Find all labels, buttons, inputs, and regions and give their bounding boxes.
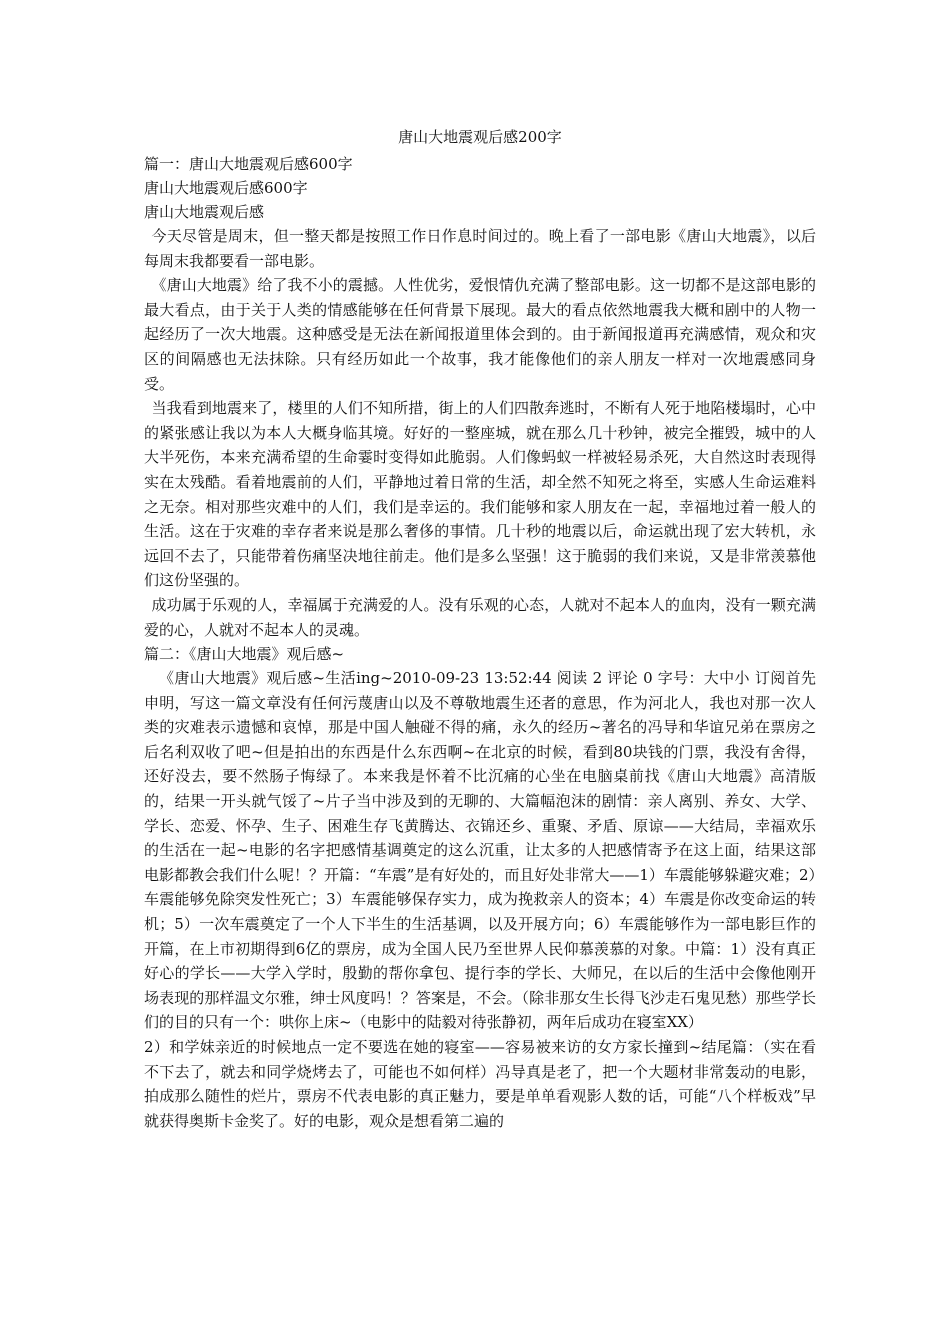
subtitle-line: 唐山大地震观后感600字 [144,179,308,197]
body-paragraph-3: 当我看到地震来了，楼里的人们不知所措，街上的人们四散奔逃时，不断有人死于地陷楼塌时，心中的紧张感让我以为本人大概身临其境。好好的一整座城，就在那么几十秒钟，被完全摧毁，城中的人大半死伤，本来充满希望的生命霎时变得如此脆弱。人们像蚂蚁一样被轻易杀死，大自然这时表现得实在太残酷。看着地震前的人们，平静地过着日常的生活，却全然不知死之将至，实感人生命运难料之无奈。相对那些灾难中的人们，我们是幸运的。我们能够和家人朋友在一起，幸福地过着一般人的生活。这在于灾难的幸存者来说是那么奢侈的事情。几十秒的地震以后，命运就出现了宏大转机，永远回不去了，只能带着伤痛坚决地往前走。他们是多么坚强！这于脆弱的我们来说，又是非常羡慕他们这份坚强的。 [144,399,816,590]
section1-heading: 篇一：唐山大地震观后感600字 [144,155,353,173]
section2-heading: 篇二：《唐山大地震》观后感~ [144,645,345,664]
body-paragraph-1: 今天尽管是周末，但一整天都是按照工作日作息时间过的。晚上看了一部电影《唐山大地震》，以后每周末我都要看一部电影。 [144,227,816,270]
body-paragraph-4: 成功属于乐观的人，幸福属于充满爱的人。没有乐观的心态，人就对不起本人的血肉，没有一颗充满爱的心，人就对不起本人的灵魂。 [144,595,816,639]
document-title: 唐山大地震观后感200字 [398,128,562,146]
body-paragraph-2: 《唐山大地震》给了我不小的震撼。人性优劣，爱恨情仇充满了整部电影。这一切都不是这部电影的最大看点，由于关于人类的情感能够在任何背景下展现。最大的看点依然地震我大概和剧中的人物一起经历了一次大地震。这种感受是无法在新闻报道里体会到的。由于新闻报道再充满感情，观众和灾区的间隔感也无法抹除。只有经历如此一个故事，我才能像他们的亲人朋友一样对一次地震感同身受。 [144,276,816,393]
section2-paragraph-1: 《唐山大地震》观后感~生活ing~2010-09-23 13:52:44 阅读 2 评论 0 字号：大中小 订阅首先申明，写这一篇文章没有任何污蔑唐山以及不尊敬地震生还者的意思，作为河北人，我也对那一次人类的灾难表示遗憾和哀悼，那是中国人触碰不得的痛，永久的经历~著名的冯导和华谊兄弟在票房之后名利双收了吧~但是拍出的东西是什么东西啊~在北京的时候，看到80块钱的门票，我没有舍得，还好没去，要不然肠子悔绿了。本来我是怀着不比沉痛的心坐在电脑桌前找《唐山大地震》高清版的，结果一开头就气馁了~片子当中涉及到的无聊的、大篇幅泡沫的剧情：亲人离别、养女、大学、学长、恋爱、怀孕、生子、困难生存飞黄腾达、衣锦还乡、重聚、矛盾、原谅——大结局，幸福欢乐的生活在一起~电影的名字把感情基调奠定的这么沉重，让太多的人把感情寄予在这上面，结果这部电影都教会我们什么呢！？开篇：“车震”是有好处的，而且好处非常大——1）车震能够躲避灾难；2）车震能够免除突发性死亡；3）车震能够保存实力，成为挽救亲人的资本；4）车震是你改变命运的转机；5）一次车震奠定了一个人下半生的生活基调，以及开展方向；6）车震能够作为一部电影巨作的开篇，在上市初期得到6亿的票房，成为全国人民乃至世界人民仰慕羡慕的对象。中篇：1）没有真正好心的学长——大学入学时，殷勤的帮你拿包、提行李的学长、大师兄，在以后的生活中会像他刚开场表现的那样温文尔雅，绅士风度吗！？答案是，不会。（除非那女生长得飞沙走石鬼见愁）那些学长们的目的只有一个：哄你上床~（电影中的陆毅对待张静初，两年后成功在寝室XX） [144,669,816,1032]
document-page [144,124,816,1133]
subtitle-line-2: 唐山大地震观后感 [144,203,265,221]
section2-paragraph-2: 2）和学妹亲近的时候地点一定不要选在她的寝室——容易被来访的女方家长撞到~结尾篇：（实在看不下去了，就去和同学烧烤去了，可能也不如何样）冯导真是老了，把一个大题材非常轰动的电影，拍成那么随性的烂片，票房不代表电影的真正魅力，要是单单看观影人数的话，可能“八个样板戏”早就获得奥斯卡金奖了。好的电影，观众是想看第二遍的 [144,1038,816,1130]
